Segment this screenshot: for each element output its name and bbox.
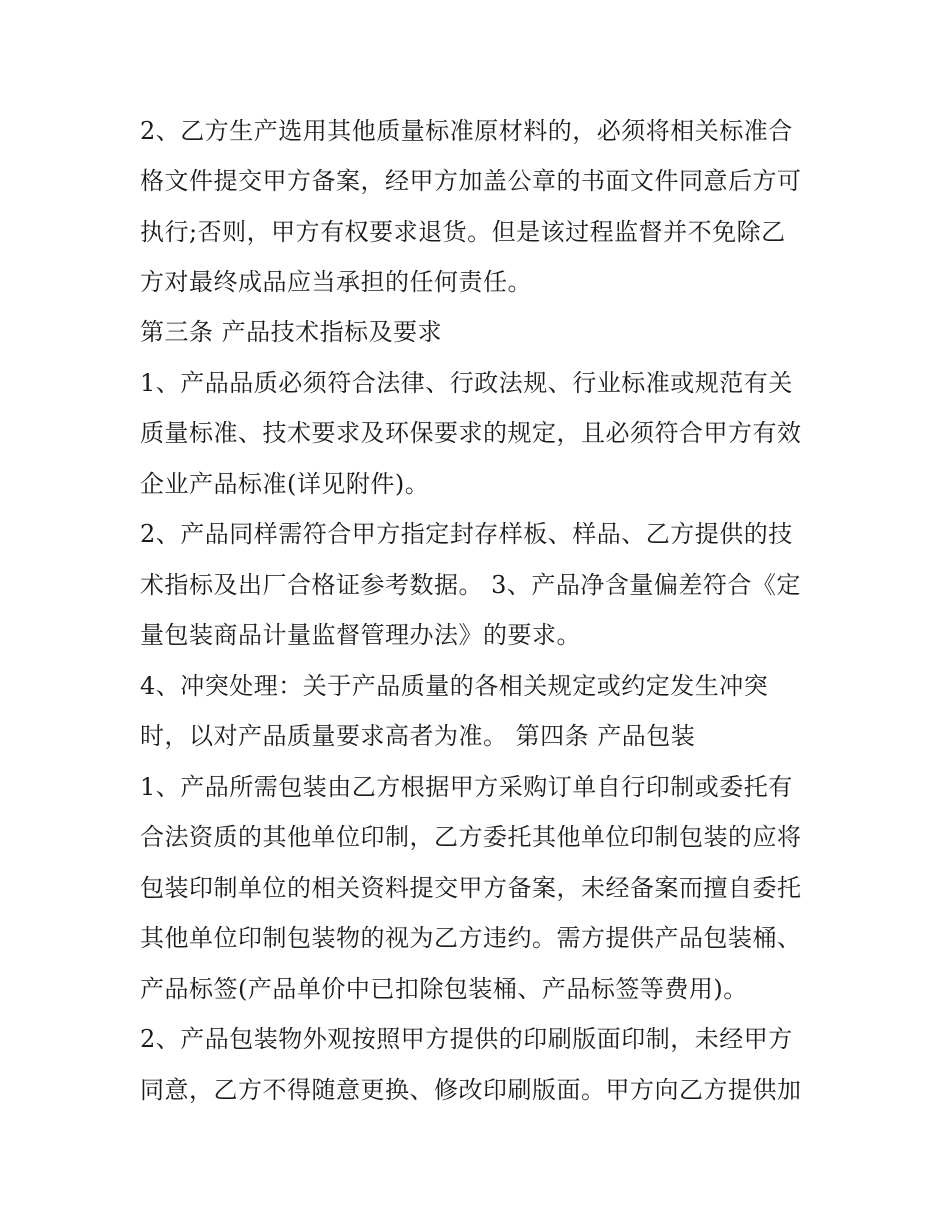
text-line: 包装印制单位的相关资料提交甲方备案，未经备案而擅自委托 [140, 874, 802, 902]
text-line: 方对最终成品应当承担的任何责任。 [140, 268, 532, 296]
text-line: 质量标准、技术要求及环保要求的规定，且必须符合甲方有效 [140, 419, 802, 447]
text-line: 时，以对产品质量要求高者为准。 第四条 产品包装 [140, 722, 696, 750]
text-line: 4、冲突处理：关于产品质量的各相关规定或约定发生冲突 [140, 672, 769, 700]
section-heading: 第三条 产品技术指标及要求 [140, 318, 443, 346]
text-line: 格文件提交甲方备案，经甲方加盖公章的书面文件同意后方可 [140, 167, 802, 195]
text-line: 企业产品标准(详见附件)。 [140, 470, 430, 498]
text-line: 执行;否则，甲方有权要求退货。但是该过程监督并不免除乙 [140, 218, 786, 246]
text-line: 合法资质的其他单位印制，乙方委托其他单位印制包装的应将 [140, 823, 802, 851]
text-line: 同意，乙方不得随意更换、修改印刷版面。甲方向乙方提供加 [140, 1076, 802, 1104]
text-line: 1、产品所需包装由乙方根据甲方采购订单自行印制或委托有 [140, 773, 793, 801]
text-line: 其他单位印制包装物的视为乙方违约。需方提供产品包装桶、 [140, 924, 802, 952]
text-line: 术指标及出厂合格证参考数据。 3、产品净含量偏差符合《定 [140, 571, 801, 599]
text-line: 产品标签(产品单价中已扣除包装桶、产品标签等费用)。 [140, 975, 748, 1003]
text-line: 2、产品同样需符合甲方指定封存样板、样品、乙方提供的技 [140, 520, 793, 548]
text-line: 2、乙方生产选用其他质量标准原材料的，必须将相关标准合 [140, 117, 793, 145]
text-line: 1、产品品质必须符合法律、行政法规、行业标准或规范有关 [140, 369, 793, 397]
text-line: 2、产品包装物外观按照甲方提供的印刷版面印制，未经甲方 [140, 1025, 793, 1053]
text-line: 量包装商品计量监督管理办法》的要求。 [140, 621, 581, 649]
